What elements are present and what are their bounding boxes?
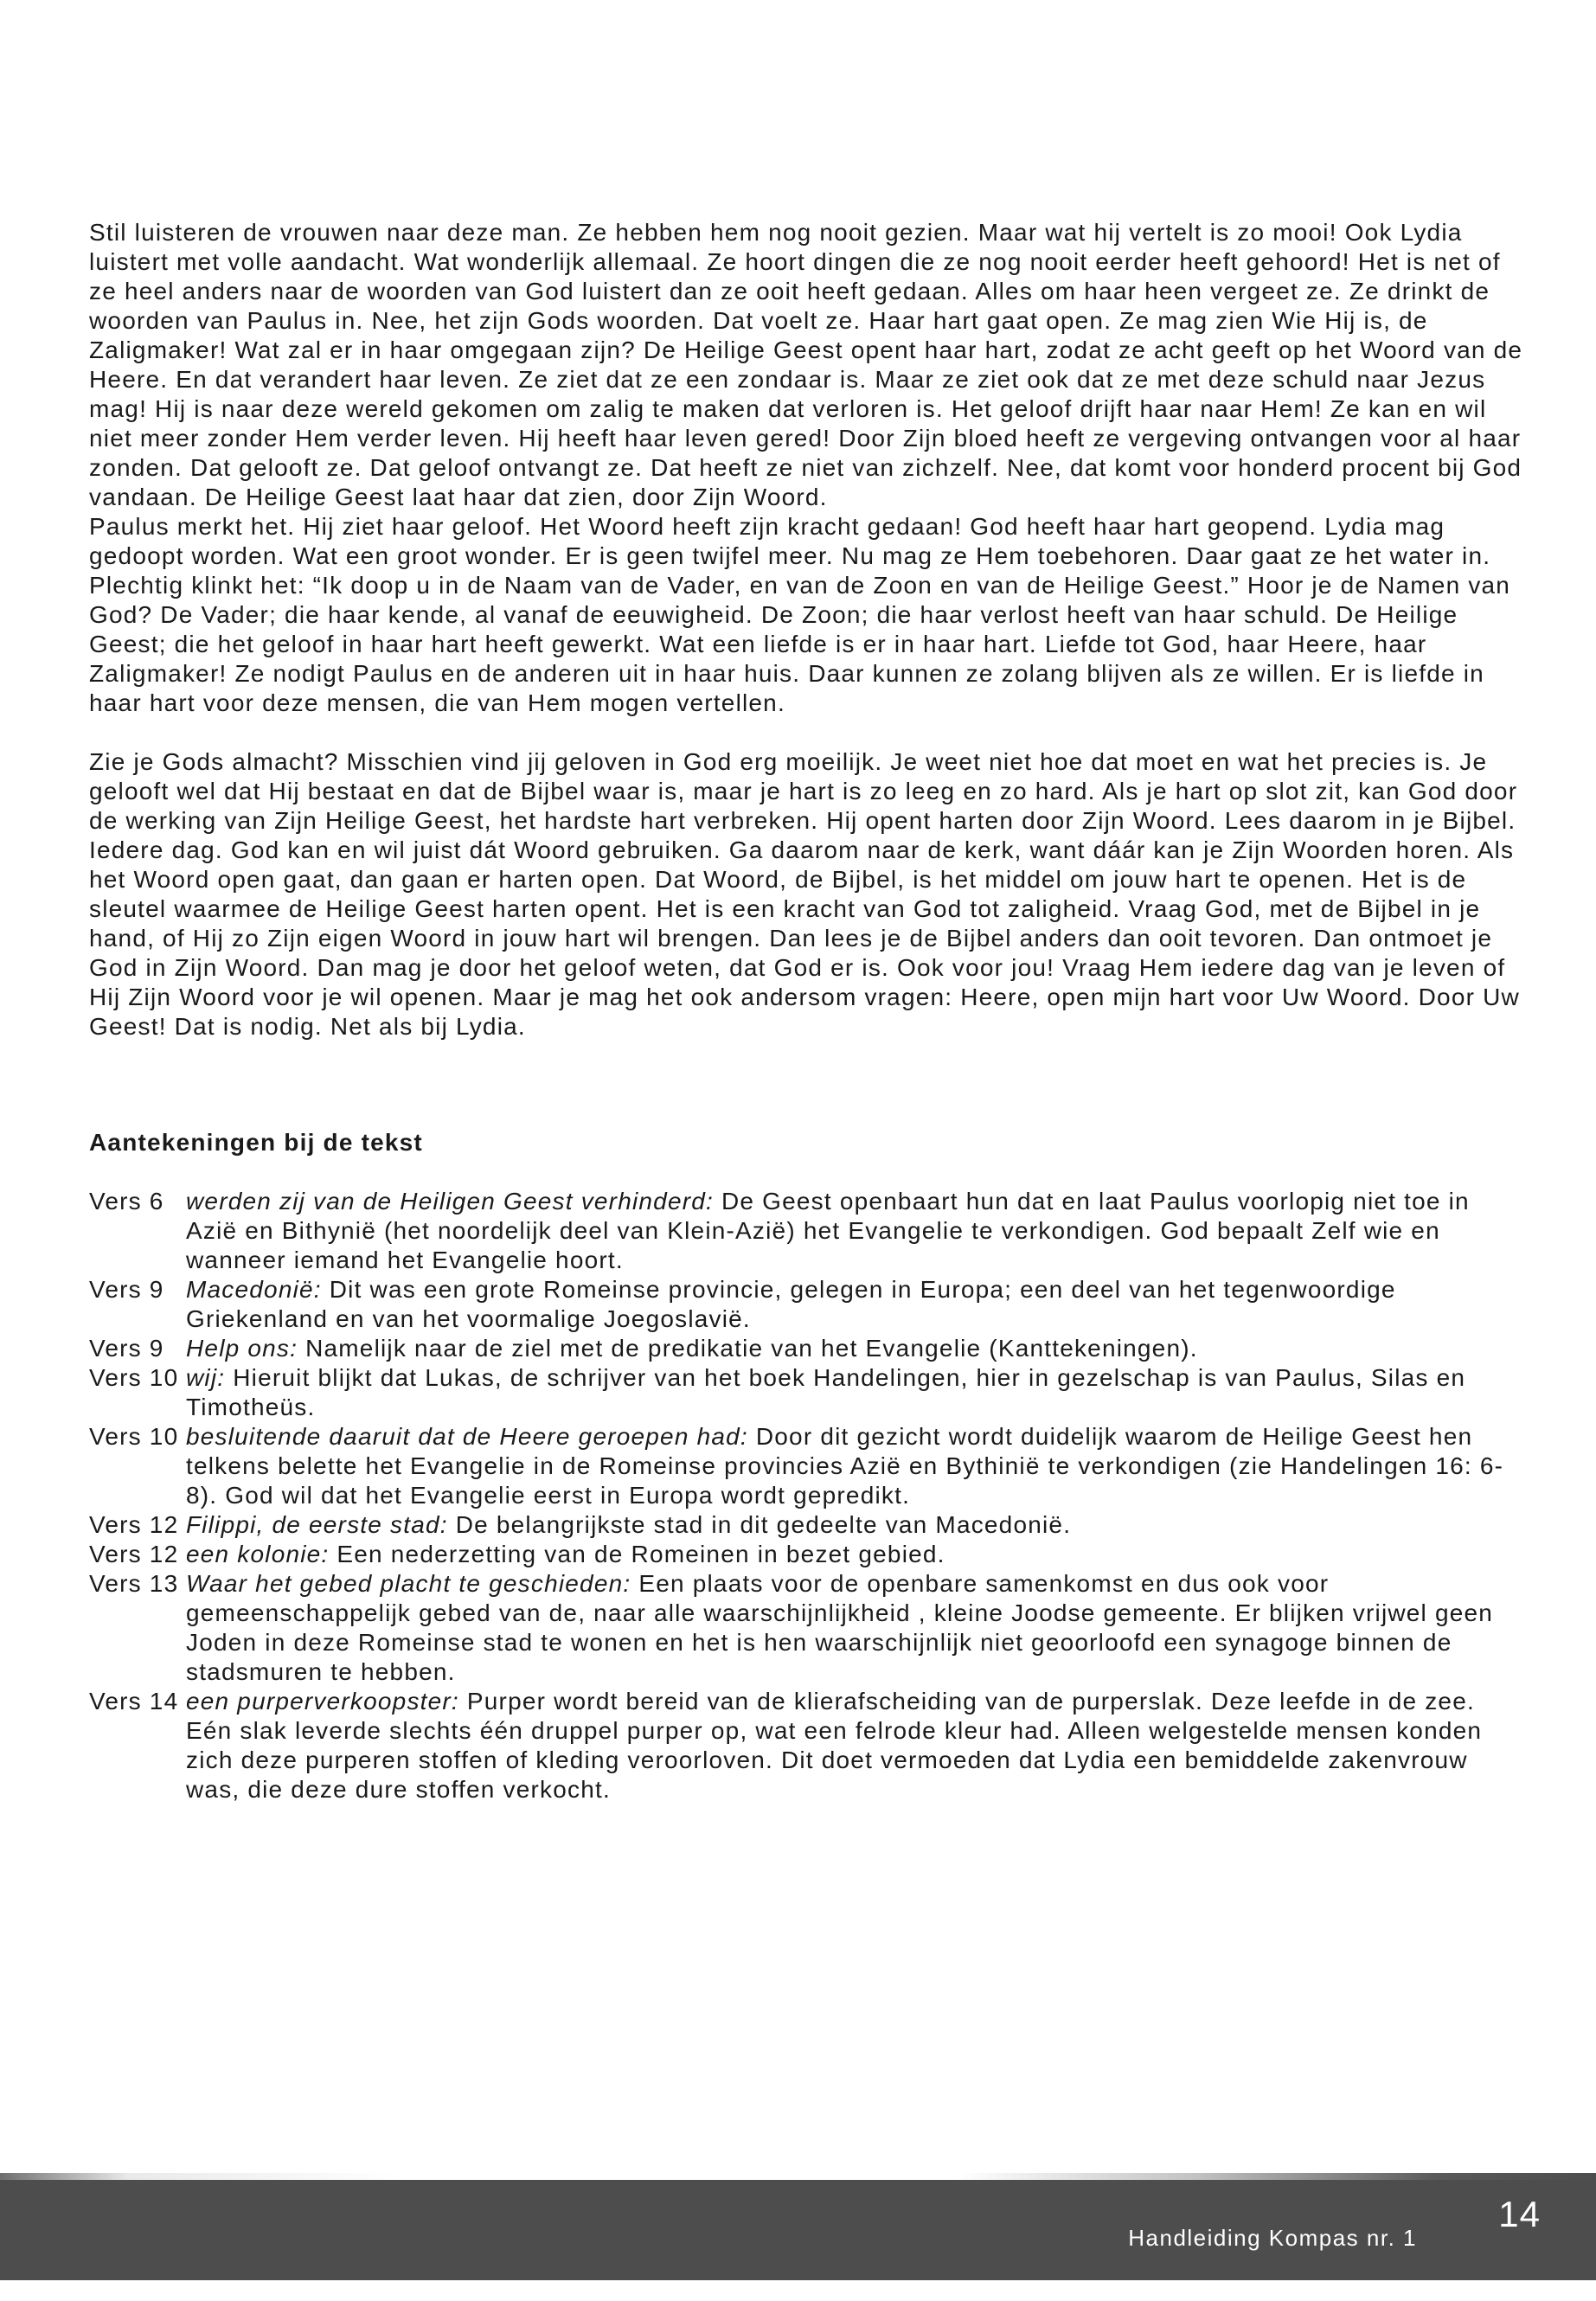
note-text: De belangrijkste stad in dit gedeelte van Macedonië.	[455, 1511, 1072, 1538]
note-term: een kolonie:	[186, 1541, 330, 1567]
notes-list	[89, 1187, 1525, 1804]
note-row	[89, 1540, 1525, 1569]
note-row	[89, 1687, 1525, 1804]
note-term: Help ons:	[186, 1335, 298, 1362]
note-term: een purperverkoopster:	[186, 1688, 459, 1715]
note-term: Filippi, de eerste stad:	[186, 1511, 448, 1538]
note-verse-label: Vers 9	[89, 1276, 164, 1303]
note-body	[186, 1334, 1525, 1363]
note-verse-label: Vers 9	[89, 1335, 164, 1362]
note-term: besluitende daaruit dat de Heere geroepen had:	[186, 1423, 748, 1450]
note-row	[89, 1569, 1525, 1687]
note-body	[186, 1687, 1525, 1804]
note-text: Een plaats voor de openbare samenkomst en dus ook voor gemeenschappelijk gebed van de, naar alle waarschijnlijkheid , kleine Joodse gemeente. Er blijken vrijwel geen Joden in deze Romeinse stad te wonen en het is hen waarschijnlijk niet geoorloofd een synagoge binnen de stadsmuren te hebben.	[186, 1570, 1494, 1685]
note-body	[186, 1422, 1525, 1510]
note-body	[186, 1510, 1525, 1540]
note-term: Macedonië:	[186, 1276, 322, 1303]
note-verse-label: Vers 14	[89, 1688, 179, 1715]
note-row	[89, 1334, 1525, 1363]
notes-heading: Aantekeningen bij de tekst	[89, 1129, 423, 1156]
note-text: Dit was een grote Romeinse provincie, gelegen in Europa; een deel van het tegenwoordige Griekenland en van het voormalige Joegoslavië.	[186, 1276, 1396, 1332]
footer-band	[0, 2180, 1596, 2280]
note-text: Een nederzetting van de Romeinen in bezet gebied.	[337, 1541, 945, 1567]
body-paragraph-3: Zie je Gods almacht? Misschien vind jij geloven in God erg moeilijk. Je weet niet hoe dat moet en wat het precies is. Je gelooft wel dat Hij bestaat en dat de Bijbel waar is, maar je hart is zo leeg en zo hard. Als je hart op slot zit, kan God door de werking van Zijn Heilige Geest, het hardste hart verbreken. Hij opent harten door Zijn Woord. Lees daarom in je Bijbel. Iedere dag. God kan en wil juist dát Woord gebruiken. Ga daarom naar de kerk, want dáár kan je Zijn Woorden horen. Als het Woord open gaat, dan gaan er harten open. Dat Woord, de Bijbel, is het middel om jouw hart te openen. Het is de sleutel waarmee de Heilige Geest harten opent. Het is een kracht van God tot zaligheid. Vraag God, met de Bijbel in je hand, of Hij zo Zijn eigen Woord in jouw hart wil brengen. Dan lees je de Bijbel anders dan ooit tevoren. Dan ontmoet je God in Zijn Woord. Dan mag je door het geloof weten, dat God er is. Ook voor jou! Vraag Hem iedere dag van je leven of Hij Zijn Woord voor je wil openen. Maar je mag het ook andersom vragen: Heere, open mijn hart voor Uw Woord. Door Uw Geest! Dat is nodig. Net als bij Lydia.	[89, 748, 1520, 1040]
note-text: Door dit gezicht wordt duidelijk waarom de Heilige Geest hen telkens belette het Evangelie in de Romeinse provincies Azië en Bythinië te verkondigen (zie Handelingen 16: 6-8). God wil dat het Evangelie eerst in Europa wordt gepredikt.	[186, 1423, 1504, 1509]
note-text: De Geest openbaart hun dat en laat Paulus voorlopig niet toe in Azië en Bithynië (het noordelijk deel van Klein-Azië) het Evangelie te verkondigen. God bepaalt Zelf wie en wanneer iemand het Evangelie hoort.	[186, 1188, 1470, 1273]
note-row	[89, 1187, 1525, 1275]
note-verse-label: Vers 6	[89, 1188, 164, 1215]
note-body	[186, 1187, 1525, 1275]
note-text: Hieruit blijkt dat Lukas, de schrijver van het boek Handelingen, hier in gezelschap is van Paulus, Silas en Timotheüs.	[186, 1364, 1466, 1420]
note-row	[89, 1275, 1525, 1334]
body-paragraph-1: Stil luisteren de vrouwen naar deze man. Ze hebben hem nog nooit gezien. Maar wat hij vertelt is zo mooi! Ook Lydia luistert met volle aandacht. Wat wonderlijk allemaal. Ze hoort dingen die ze nog nooit eerder heeft gehoord! Het is net of ze heel anders naar de woorden van God luistert dan ze ooit heeft gedaan. Alles om haar heen vergeet ze. Ze drinkt de woorden van Paulus in. Nee, het zijn Gods woorden. Dat voelt ze. Haar hart gaat open. Ze mag zien Wie Hij is, de Zaligmaker! Wat zal er in haar omgegaan zijn? De Heilige Geest opent haar hart, zodat ze acht geeft op het Woord van de Heere. En dat verandert haar leven. Ze ziet dat ze een zondaar is. Maar ze ziet ook dat ze met deze schuld naar Jezus mag! Hij is naar deze wereld gekomen om zalig te maken dat verloren is. Het geloof drijft haar naar Hem! Ze kan en wil niet meer zonder Hem verder leven. Hij heeft haar leven gered! Door Zijn bloed heeft ze vergeving ontvangen voor al haar zonden. Dat gelooft ze. Dat geloof ontvangt ze. Dat heeft ze niet van zichzelf. Nee, dat komt voor honderd procent bij God vandaan. De Heilige Geest laat haar dat zien, door Zijn Woord.	[89, 219, 1523, 510]
note-row	[89, 1422, 1525, 1510]
note-text: Purper wordt bereid van de klierafscheiding van de purperslak. Deze leefde in de zee. Eén slak leverde slechts één druppel purper op, wat een felrode kleur had. Alleen welgestelde mensen konden zich deze purperen stoffen of kleding veroorloven. Dit doet vermoeden dat Lydia een bemiddelde zakenvrouw was, die deze dure stoffen verkocht.	[186, 1688, 1483, 1803]
note-verse-label: Vers 13	[89, 1570, 179, 1597]
note-body	[186, 1540, 1525, 1569]
body-paragraph-2: Paulus merkt het. Hij ziet haar geloof. Het Woord heeft zijn kracht gedaan! God heeft haar hart geopend. Lydia mag gedoopt worden. Wat een groot wonder. Er is geen twijfel meer. Nu mag ze Hem toebehoren. Daar gaat ze het water in. Plechtig klinkt het: “Ik doop u in de Naam van de Vader, en van de Zoon en van de Heilige Geest.” Hoor je de Namen van God? De Vader; die haar kende, al vanaf de eeuwigheid. De Zoon; die haar verlost heeft van haar schuld. De Heilige Geest; die het geloof in haar hart heeft gewerkt. Wat een liefde is er in haar hart. Liefde tot God, haar Heere, haar Zaligmaker! Ze nodigt Paulus en de anderen uit in haar huis. Daar kunnen ze zolang blijven als ze willen. Er is liefde in haar hart voor deze mensen, die van Hem mogen vertellen.	[89, 513, 1511, 716]
page-number: 14	[1498, 2194, 1541, 2234]
note-row	[89, 1510, 1525, 1540]
note-verse-label: Vers 10	[89, 1364, 179, 1391]
note-term: Waar het gebed placht te geschieden:	[186, 1570, 631, 1597]
note-body	[186, 1275, 1525, 1334]
note-text: Namelijk naar de ziel met de predikatie van het Evangelie (Kanttekeningen).	[305, 1335, 1198, 1362]
footer-title: Handleiding Kompas nr. 1	[1128, 2225, 1417, 2251]
note-verse-label: Vers 10	[89, 1423, 179, 1450]
note-body	[186, 1569, 1525, 1687]
note-body	[186, 1363, 1525, 1422]
note-verse-label: Vers 12	[89, 1511, 179, 1538]
note-term: werden zij van de Heiligen Geest verhinderd:	[186, 1188, 714, 1215]
note-row	[89, 1363, 1525, 1422]
note-term: wij:	[186, 1364, 226, 1391]
body-text	[89, 218, 1525, 1804]
note-verse-label: Vers 12	[89, 1541, 179, 1567]
